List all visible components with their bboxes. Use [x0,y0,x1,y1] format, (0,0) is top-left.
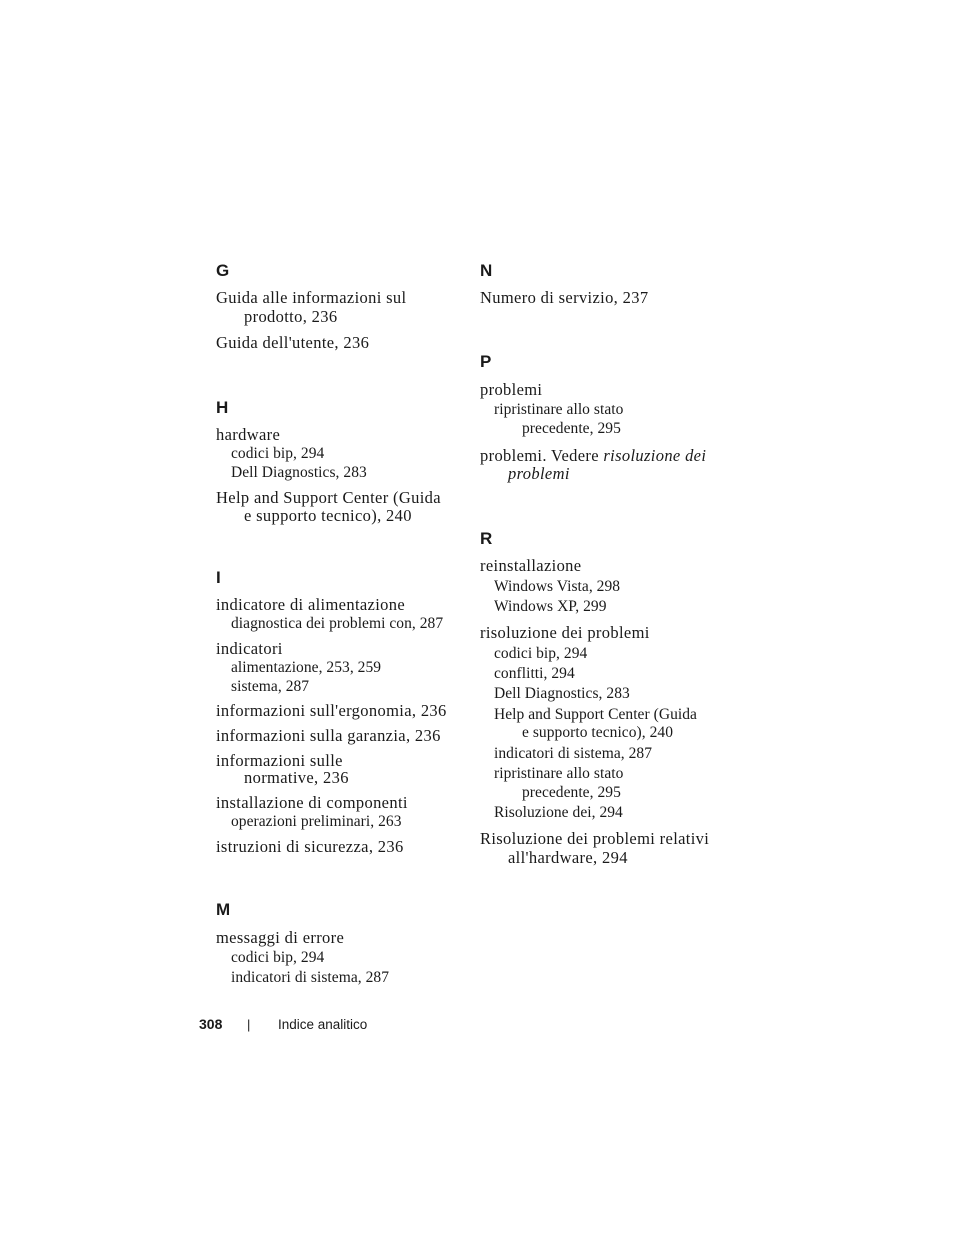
index-entry [480,446,706,466]
section-letter-i: I [216,568,221,587]
index-subentry: codici bip, 294 [494,645,588,662]
section-letter-m: M [216,900,231,919]
index-subentry: ripristinare allo stato [494,765,624,782]
cross-reference-continuation: problemi [508,464,570,483]
index-subentry: indicatori di sistema, 287 [231,969,389,986]
index-entry-continuation: e supporto tecnico), 240 [244,506,412,525]
index-subentry: diagnostica dei problemi con, 287 [231,615,444,632]
index-entry: problemi [480,380,543,399]
section-letter-h: H [216,398,229,417]
index-entry: hardware [216,425,281,444]
index-subentry: Windows XP, 299 [494,598,607,615]
index-subentry: codici bip, 294 [231,445,325,462]
index-entry: reinstallazione [480,556,582,575]
index-entry: informazioni sulle [216,751,343,770]
index-subentry: sistema, 287 [231,678,310,695]
section-letter-g: G [216,261,230,280]
index-entry: istruzioni di sicurezza, 236 [216,837,404,856]
page-number: 308 [199,1016,223,1032]
index-entry-continuation: prodotto, 236 [244,307,338,326]
index-entry: messaggi di errore [216,928,345,947]
index-entry: informazioni sull'ergonomia, 236 [216,701,447,720]
index-subentry-continuation: precedente, 295 [522,420,621,437]
cross-reference: risoluzione dei [603,446,707,465]
footer-separator: | [247,1017,251,1032]
footer-title: Indice analitico [278,1017,368,1032]
index-subentry: Windows Vista, 298 [494,578,621,595]
index-entry: Risoluzione dei problemi relativi [480,829,710,848]
index-entry: Guida alle informazioni sul [216,288,407,307]
index-entry-continuation: all'hardware, 294 [508,848,628,867]
index-subentry: codici bip, 294 [231,949,325,966]
index-subentry: indicatori di sistema, 287 [494,745,652,762]
index-subentry: Dell Diagnostics, 283 [494,685,630,702]
index-subentry: Help and Support Center (Guida [494,706,697,723]
index-subentry-continuation: e supporto tecnico), 240 [522,724,673,741]
index-subentry: Risoluzione dei, 294 [494,804,623,821]
index-entry-continuation: normative, 236 [244,768,349,787]
index-entry: installazione di componenti [216,793,408,812]
section-letter-n: N [480,261,493,280]
section-letter-r: R [480,529,493,548]
index-entry: risoluzione dei problemi [480,623,650,642]
index-entry-text: problemi. Vedere [480,446,604,465]
index-entry: indicatori [216,639,283,658]
index-subentry: ripristinare allo stato [494,401,624,418]
index-subentry: operazioni preliminari, 263 [231,813,402,830]
index-subentry: alimentazione, 253, 259 [231,659,382,676]
index-subentry: conflitti, 294 [494,665,575,682]
index-entry: informazioni sulla garanzia, 236 [216,726,441,745]
index-entry: Help and Support Center (Guida [216,488,441,507]
index-subentry-continuation: precedente, 295 [522,784,621,801]
index-subentry: Dell Diagnostics, 283 [231,464,367,481]
index-entry: Guida dell'utente, 236 [216,333,370,352]
index-entry: Numero di servizio, 237 [480,288,649,307]
section-letter-p: P [480,352,492,371]
index-entry: indicatore di alimentazione [216,595,406,614]
